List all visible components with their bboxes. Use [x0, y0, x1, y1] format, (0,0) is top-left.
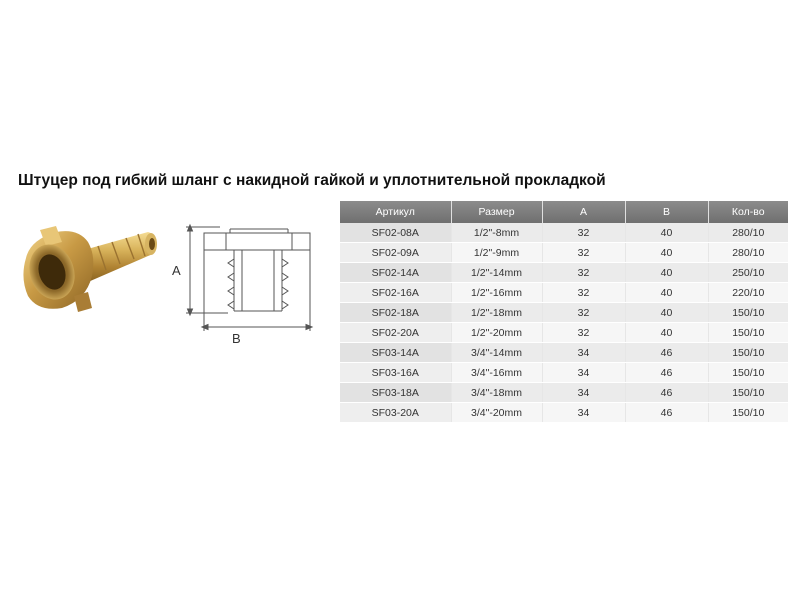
- table-row: [340, 383, 788, 403]
- table-cell-col-article: SF02-14A: [340, 263, 451, 283]
- table-row: [340, 403, 788, 423]
- table-row: [340, 363, 788, 383]
- spec-table-container: [340, 201, 788, 423]
- union-nut: [22, 226, 93, 312]
- table-cell-col-size: 3/4"-18mm: [451, 383, 542, 403]
- table-header-col-qty: Кол-во: [708, 201, 788, 223]
- table-cell-col-article: SF02-18A: [340, 303, 451, 323]
- table-row: [340, 283, 788, 303]
- table-cell-col-qty: 150/10: [708, 303, 788, 323]
- table-cell-col-b: 40: [625, 263, 708, 283]
- product-photo: [16, 212, 166, 324]
- table-header-col-size: Размер: [451, 201, 542, 223]
- table-cell-col-qty: 220/10: [708, 283, 788, 303]
- table-cell-col-article: SF03-14A: [340, 343, 451, 363]
- table-cell-col-qty: 150/10: [708, 323, 788, 343]
- spec-table: [340, 201, 788, 423]
- table-cell-col-a: 32: [542, 303, 625, 323]
- table-cell-col-a: 32: [542, 283, 625, 303]
- page-title: Штуцер под гибкий шланг с накидной гайкой и уплотнительной прокладкой: [18, 172, 606, 189]
- table-cell-col-b: 40: [625, 223, 708, 243]
- table-cell-col-qty: 150/10: [708, 403, 788, 423]
- technical-drawing: [168, 215, 328, 350]
- table-cell-col-size: 3/4"-14mm: [451, 343, 542, 363]
- table-body: [340, 223, 788, 423]
- table-cell-col-article: SF02-08A: [340, 223, 451, 243]
- table-cell-col-b: 46: [625, 403, 708, 423]
- table-row: [340, 243, 788, 263]
- table-cell-col-a: 32: [542, 263, 625, 283]
- table-row: [340, 323, 788, 343]
- table-cell-col-qty: 250/10: [708, 263, 788, 283]
- table-cell-col-size: 1/2"-20mm: [451, 323, 542, 343]
- table-cell-col-size: 1/2"-18mm: [451, 303, 542, 323]
- dimension-b-label: B: [232, 331, 241, 346]
- table-cell-col-b: 46: [625, 383, 708, 403]
- table-cell-col-article: SF03-18A: [340, 383, 451, 403]
- table-cell-col-size: 1/2"-16mm: [451, 283, 542, 303]
- table-cell-col-article: SF02-20A: [340, 323, 451, 343]
- table-cell-col-size: 1/2"-8mm: [451, 223, 542, 243]
- table-cell-col-b: 40: [625, 303, 708, 323]
- table-cell-col-size: 1/2"-9mm: [451, 243, 542, 263]
- table-cell-col-size: 3/4"-16mm: [451, 363, 542, 383]
- table-cell-col-a: 32: [542, 223, 625, 243]
- table-cell-col-a: 34: [542, 383, 625, 403]
- table-cell-col-a: 34: [542, 343, 625, 363]
- table-cell-col-size: 1/2"-14mm: [451, 263, 542, 283]
- dimension-a-label: A: [172, 263, 181, 278]
- table-cell-col-qty: 280/10: [708, 243, 788, 263]
- table-cell-col-b: 40: [625, 283, 708, 303]
- table-header-col-b: B: [625, 201, 708, 223]
- table-cell-col-a: 32: [542, 323, 625, 343]
- table-header-col-a: A: [542, 201, 625, 223]
- table-cell-col-a: 34: [542, 403, 625, 423]
- table-cell-col-b: 40: [625, 243, 708, 263]
- table-cell-col-qty: 150/10: [708, 343, 788, 363]
- table-row: [340, 303, 788, 323]
- table-header-col-article: Артикул: [340, 201, 451, 223]
- table-cell-col-article: SF03-20A: [340, 403, 451, 423]
- table-row: [340, 343, 788, 363]
- table-cell-col-qty: 150/10: [708, 383, 788, 403]
- table-cell-col-a: 32: [542, 243, 625, 263]
- hose-barb: [84, 232, 157, 282]
- table-header-row: [340, 201, 788, 223]
- table-cell-col-article: SF02-16A: [340, 283, 451, 303]
- table-row: [340, 223, 788, 243]
- table-cell-col-qty: 280/10: [708, 223, 788, 243]
- table-cell-col-b: 40: [625, 323, 708, 343]
- table-cell-col-size: 3/4"-20mm: [451, 403, 542, 423]
- table-cell-col-article: SF03-16A: [340, 363, 451, 383]
- table-cell-col-b: 46: [625, 363, 708, 383]
- table-row: [340, 263, 788, 283]
- table-cell-col-a: 34: [542, 363, 625, 383]
- table-cell-col-article: SF02-09A: [340, 243, 451, 263]
- table-cell-col-b: 46: [625, 343, 708, 363]
- table-cell-col-qty: 150/10: [708, 363, 788, 383]
